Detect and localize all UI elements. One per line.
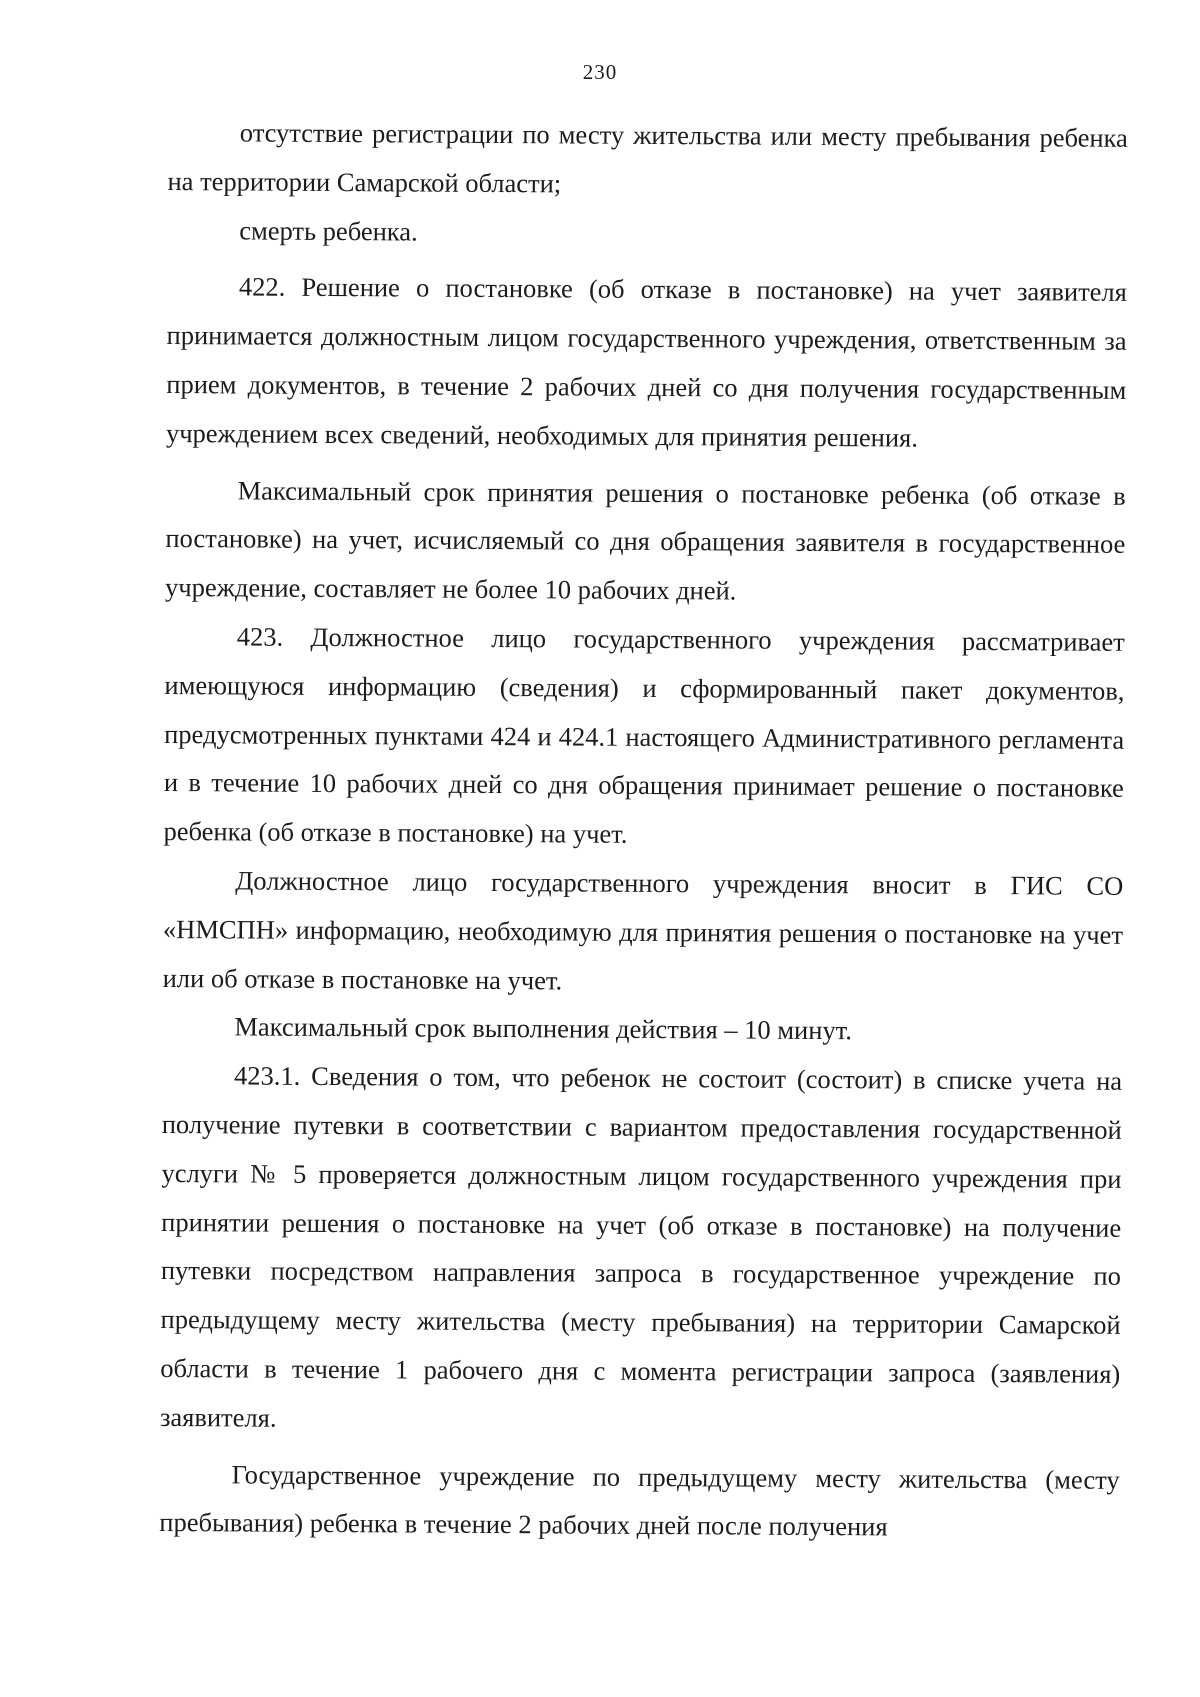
paragraph-423-1: 423.1. Сведения о том, что ребенок не состоит (состоит) в списке учета на получение путевки в соответствии с вариантом предоставления государственной услуги № 5 проверяется должностным лицом государственного учреждения при принятии решения о постановке на учет (об отказе в постановке) на получение путевки посредством направления запроса в государственное учреждение по предыдущему месту жительства (месту пребывания) на территории Самарской области в течение 1 рабочего дня с момента регистрации запроса (заявления) заявителя. <box>159 1060 1123 1433</box>
paragraph-422: 422. Решение о постановке (об отказе в постановке) на учет заявителя принимается должностным лицом государственного учреждения, ответственным за прием документов, в течение 2 рабочих дней со дня получения государственным учреждением всех сведений, необходимых для принятия решения. <box>165 271 1127 453</box>
paragraph-previous-residence-institution: Государственное учреждение по предыдущему месту жительства (месту пребывания) ребенка в течение 2 рабочих дней после получения <box>159 1458 1120 1542</box>
page-number: 230 <box>582 60 618 84</box>
paragraph-423: 423. Должностное лицо государственного учреждения рассматривает имеющуюся информацию (сведения) и сформированный пакет документов, предусмотренных пунктами 424 и 424.1 настоящего Административного регламента и в течение 10 рабочих дней со дня обращения принимает решение о постановке ребенка (об отказе в постановке) на учет. <box>163 621 1125 849</box>
paragraph-gis-entry: Должностное лицо государственного учреждения вносит в ГИС СО «НМСПН» информацию, необходимую для принятия решения о постановке на учет или об отказе в постановке на учет. <box>162 865 1124 995</box>
paragraph-child-death: смерть ребенка. <box>239 215 418 247</box>
paragraph-residence-registration: отсутствие регистрации по месту жительства или месту пребывания ребенка на территории Самарской области; <box>167 117 1128 199</box>
paragraph-max-decision-term: Максимальный срок принятия решения о постановке ребенка (об отказе в постановке) на учет, исчисляемый со дня обращения заявителя в государственное учреждение, составляет не более 10 рабочих дней. <box>164 475 1126 606</box>
paragraph-max-action-term: Максимальный срок выполнения действия – 10 минут. <box>234 1011 853 1046</box>
document-body <box>159 108 1128 1553</box>
